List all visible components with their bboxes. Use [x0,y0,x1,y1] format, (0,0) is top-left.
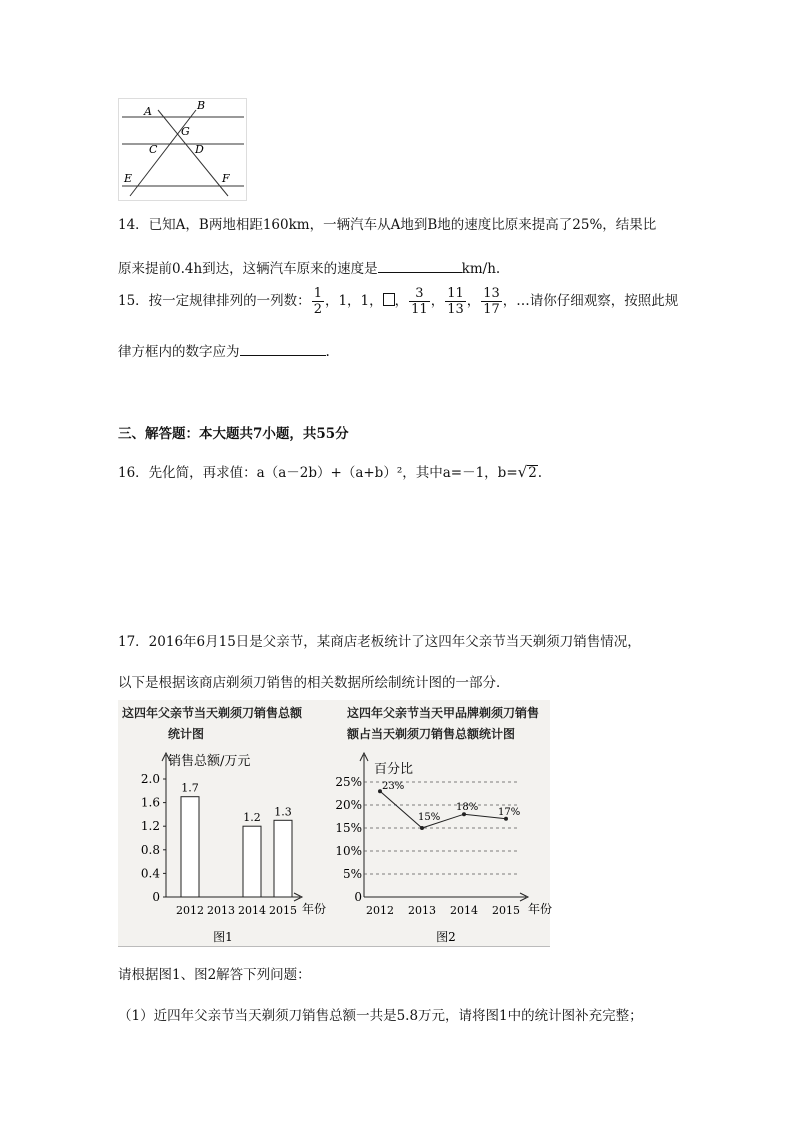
q15-prefix: 15．按一定规律排列的一列数： [118,293,311,309]
chart1-title-line1: 这四年父亲节当天剃须刀销售总额 [122,706,303,720]
label-E: E [124,172,133,185]
bar-chart-figure1 [118,745,338,945]
y-tick-label: 0.4 [140,866,160,881]
y-tick-label: 25% [335,775,362,789]
y-tick-label: 0.8 [140,842,160,857]
label-F: F [222,172,230,185]
frac-denominator: 17 [483,302,500,317]
label-B: B [197,99,206,112]
y-tick-label: 0 [152,890,160,904]
figure-caption: 图1 [213,930,233,944]
q14-unit: km/h. [461,261,501,277]
q16-text: 16．先化简，再求值：a（a－2b）+（a+b）²，其中a=－1，b= [118,465,518,481]
y-axis-label: 百分比 [374,762,414,777]
x-tick-label: 2014 [450,904,478,917]
q17-part1: （1）近四年父亲节当天剃须刀销售总额一共是5.8万元，请将图1中的统计图补充完整； [118,1008,643,1024]
y-tick-label: 2.0 [140,772,160,786]
label-D: D [195,143,204,156]
data-label-2015: 1.3 [274,805,292,819]
y-tick-label: 1.6 [140,795,160,810]
x-tick-label: 2014 [238,904,266,917]
y-axis-label: 销售总额/万元 [168,754,251,769]
frac-numerator: 11 [447,286,464,301]
data-label-2014: 18% [456,802,479,814]
data-label-2012: 1.7 [181,781,199,795]
q15-line1 [118,286,678,317]
q15-fraction-11-13 [445,286,466,317]
q17-instruction: 请根据图1、图2解答下列问题： [118,967,311,983]
label-A: A [144,105,152,118]
bar-2015 [274,820,292,897]
bar-2012 [181,797,199,897]
data-label-2012: 23% [382,781,405,793]
q15-sep2: ， [466,293,481,309]
q15-suffix: ，…请你仔细观察，按照此规 [502,293,679,309]
x-tick-label: 2012 [176,904,204,917]
point-2013 [420,826,424,830]
frac-numerator: 1 [313,286,322,301]
x-tick-label: 2012 [366,904,394,917]
frac-denominator: 11 [411,302,428,317]
x-tick-label: 2013 [207,904,235,917]
chart1-title-line2: 统计图 [168,727,205,741]
frac-numerator: 3 [415,286,424,301]
label-C: C [149,143,158,156]
q17-line1: 17．2016年6月15日是父亲节，某商店老板统计了这四年父亲节当天剃须刀销售情况， [118,634,641,650]
q16-period: . [537,465,543,481]
section3-heading: 三、解答题：本大题共7小题，共55分 [118,426,349,442]
x-tick-label: 2015 [269,904,297,917]
chart2-title-line1: 这四年父亲节当天甲品牌剃须刀销售 [347,706,540,720]
y-tick-label: 10% [335,844,362,858]
sqrt-radicand: 2 [528,465,537,481]
q15-line2 [118,340,330,360]
data-label-2014: 1.2 [243,811,261,825]
label-G: G [181,125,190,138]
q15-line2-text: 律方框内的数字应为 [118,344,240,360]
y-tick-label: 20% [335,798,362,812]
q15-fraction-13-17 [481,286,502,317]
q15-period: . [325,344,330,360]
q14-line2 [118,257,500,277]
figure-caption: 图2 [436,930,456,944]
series-line [380,791,506,828]
q17-line2: 以下是根据该商店剃须刀销售的相关数据所绘制统计图的一部分． [118,675,510,691]
q14-line1: 14．已知A，B两地相距160km，一辆汽车从A地到B地的速度比原来提高了25%，结果比 [118,217,657,233]
x-tick-label: 2015 [492,904,520,917]
sqrt-symbol: √ [517,463,528,481]
y-tick-label: 5% [342,867,362,881]
q15-sep1: ， [430,293,445,309]
q15-sep0: ， [394,293,409,309]
y-tick-label: 1.2 [140,819,160,834]
data-label-2013: 15% [418,812,441,823]
q16-line [118,461,542,481]
q15-answer-blank[interactable] [240,355,326,356]
x-axis-label: 年份 [302,902,327,916]
y-tick-label: 15% [335,821,362,835]
q15-mid: ，1，1， [324,293,383,309]
frac-numerator: 13 [483,286,500,301]
q15-fraction-3-11 [409,286,430,317]
y-tick-label: 0 [354,890,362,904]
line-chart-figure2 [335,745,553,945]
frac-denominator: 13 [447,302,464,317]
q14-answer-blank[interactable] [378,272,462,273]
x-axis-label: 年份 [528,902,553,916]
q15-fraction-1-2 [312,286,324,317]
geometry-figure [118,98,248,202]
x-tick-label: 2013 [408,904,436,917]
data-label-2015: 17% [498,806,521,818]
chart2-title-line2: 额占当天剃须刀销售总额统计图 [347,727,516,741]
bar-2014 [243,826,261,897]
frac-denominator: 2 [313,302,322,317]
q15-blank-box[interactable] [383,293,395,306]
q14-line2-text: 原来提前0.4h到达，这辆汽车原来的速度是 [118,261,378,277]
